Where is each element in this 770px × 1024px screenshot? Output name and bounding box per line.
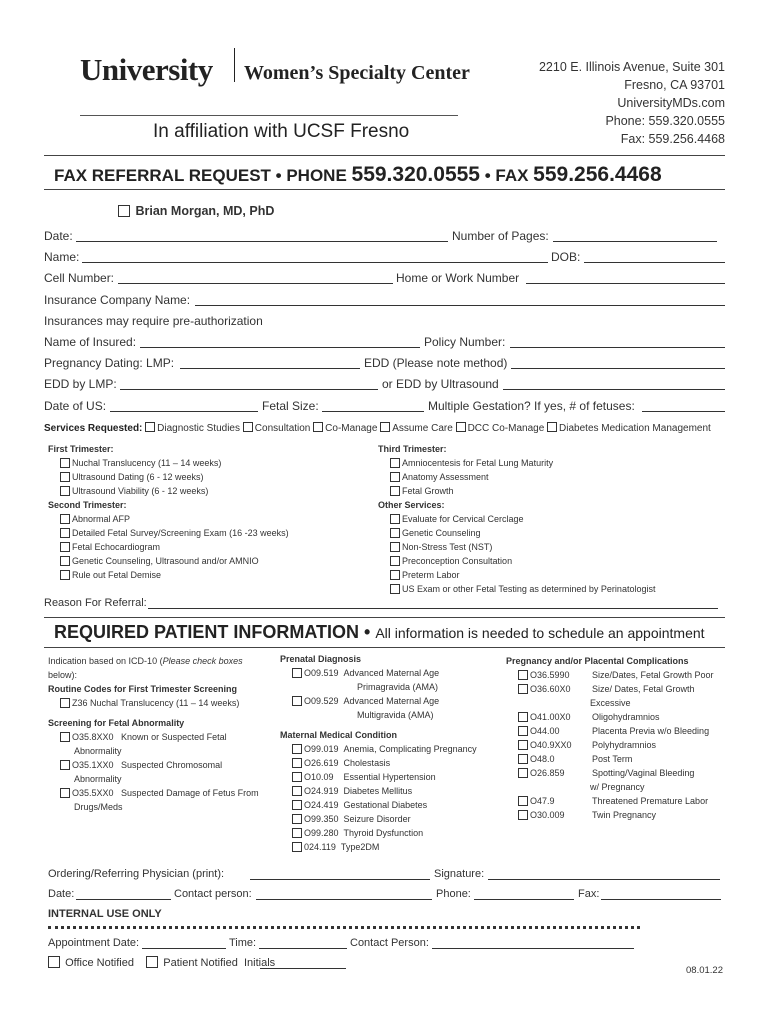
date-label: Date: xyxy=(44,229,73,243)
second-trimester-title: Second Trimester: xyxy=(48,500,127,510)
checkbox-item[interactable]: O99.280 Thyroid Dysfunction xyxy=(280,826,477,840)
phone-label: Phone: xyxy=(436,888,471,900)
initials-field[interactable] xyxy=(260,967,346,969)
checkbox[interactable] xyxy=(60,528,70,538)
checkbox[interactable] xyxy=(390,514,400,524)
item-cont: Abnormality xyxy=(74,746,122,756)
reason-field[interactable] xyxy=(148,607,718,609)
signature-label: Signature: xyxy=(434,868,485,880)
checkbox[interactable] xyxy=(292,758,302,768)
checkbox[interactable] xyxy=(292,744,302,754)
contact-label: Contact person: xyxy=(174,888,252,900)
checkbox-item[interactable]: Ultrasound Dating (6 - 12 weeks) xyxy=(60,470,289,484)
fax-field[interactable] xyxy=(601,898,721,900)
edd-lmp-field[interactable] xyxy=(120,388,378,390)
service-consultation[interactable]: Consultation xyxy=(243,423,311,434)
checkbox-item[interactable]: Evaluate for Cervical Cerclage xyxy=(390,512,655,526)
date-us-field[interactable] xyxy=(110,410,258,412)
checkbox[interactable] xyxy=(60,556,70,566)
checkbox-item[interactable]: Fetal Echocardiogram xyxy=(60,540,289,554)
fax-label: Fax: xyxy=(578,888,600,900)
service-dcc-comanage[interactable]: DCC Co-Manage xyxy=(456,423,545,434)
checkbox[interactable] xyxy=(60,698,70,708)
notified-row xyxy=(48,957,275,969)
checkbox-item[interactable]: Fetal Growth xyxy=(390,484,655,498)
checkbox-item[interactable]: Nuchal Translucency (11 – 14 weeks) xyxy=(60,456,289,470)
checkbox-item[interactable]: Ultrasound Viability (6 - 12 weeks) xyxy=(60,484,289,498)
footer-date-label: Date: xyxy=(48,888,75,900)
checkbox[interactable] xyxy=(292,786,302,796)
fetal-size-field[interactable] xyxy=(322,410,424,412)
checkbox[interactable] xyxy=(146,956,158,968)
required-rule-bottom xyxy=(44,647,725,648)
checkbox-item[interactable]: O99.350 Seizure Disorder xyxy=(280,812,477,826)
checkbox-item[interactable]: O41.00X0 Oligohydramnios xyxy=(506,710,714,724)
logo-rule xyxy=(80,115,458,116)
checkbox-item[interactable]: Abnormal AFP xyxy=(60,512,289,526)
address-line: 2210 E. Illinois Avenue, Suite 301 xyxy=(538,60,725,74)
trimester-left-column xyxy=(48,442,289,582)
pages-field[interactable] xyxy=(553,240,717,242)
contact2-field[interactable] xyxy=(432,947,634,949)
title-rule-top xyxy=(44,155,725,156)
footer-date-field[interactable] xyxy=(76,898,171,900)
checkbox[interactable] xyxy=(60,760,70,770)
checkbox-item[interactable]: Non-Stress Test (NST) xyxy=(390,540,655,554)
checkbox[interactable] xyxy=(292,800,302,810)
checkbox[interactable] xyxy=(518,796,528,806)
services-label: Services Requested: xyxy=(44,423,143,434)
checkbox[interactable] xyxy=(292,814,302,824)
item-cont: Abnormality xyxy=(74,774,122,784)
pages-label: Number of Pages: xyxy=(452,229,549,243)
checkbox[interactable] xyxy=(518,754,528,764)
item-cont: Excessive xyxy=(590,698,631,708)
service-comanage[interactable]: Co-Manage xyxy=(313,423,377,434)
checkbox[interactable] xyxy=(547,422,557,432)
preauth-note: Insurances may require pre-authorization xyxy=(44,314,263,328)
title-part: • FAX xyxy=(479,166,534,185)
placental-title: Pregnancy and/or Placental Complications xyxy=(506,656,689,666)
checkbox[interactable] xyxy=(243,422,253,432)
icd-intro: Indication based on ICD-10 (Please check boxes xyxy=(48,656,243,666)
checkbox-item[interactable]: Amniocentesis for Fetal Lung Maturity xyxy=(390,456,655,470)
maternal-title: Maternal Medical Condition xyxy=(280,730,398,740)
checkbox-item[interactable]: O35.8XX0 Known or Suspected Fetal xyxy=(48,730,278,744)
multiple-field[interactable] xyxy=(642,410,725,412)
item-cont: Multigravida (AMA) xyxy=(357,710,434,720)
fax-referral-title xyxy=(54,163,662,187)
checkbox[interactable] xyxy=(48,956,60,968)
checkbox[interactable] xyxy=(390,542,400,552)
item-cont: Primagravida (AMA) xyxy=(357,682,439,692)
time-label: Time: xyxy=(229,937,257,949)
dob-field[interactable] xyxy=(584,261,725,263)
prenatal-column xyxy=(280,652,477,854)
screening-title: Screening for Fetal Abnormality xyxy=(48,718,185,728)
insured-label: Name of Insured: xyxy=(44,335,137,349)
insurance-field[interactable] xyxy=(195,304,725,306)
ordering-label: Ordering/Referring Physician (print): xyxy=(48,868,225,880)
checkbox-item[interactable]: O44.00 Placenta Previa w/o Bleeding xyxy=(506,724,714,738)
checkbox-item[interactable]: Z36 Nuchal Translucency (11 – 14 weeks) xyxy=(48,696,278,710)
checkbox-item[interactable]: Preterm Labor xyxy=(390,568,655,582)
contact2-label: Contact Person: xyxy=(350,937,429,949)
checkbox[interactable] xyxy=(60,788,70,798)
edd-lmp-label: EDD by LMP: xyxy=(44,377,117,391)
physician-checkbox[interactable] xyxy=(118,205,130,217)
title-fax: 559.256.4468 xyxy=(533,163,662,186)
icd-intro-cont: below): xyxy=(48,670,78,680)
edd-us-field[interactable] xyxy=(503,388,725,390)
checkbox-item[interactable]: O36.60X0 Size/ Dates, Fetal Growth xyxy=(506,682,714,696)
edd-method-label: EDD (Please note method) xyxy=(364,356,508,370)
dotted-divider xyxy=(48,926,640,929)
checkbox-item[interactable]: Genetic Counseling, Ultrasound and/or AMNIO xyxy=(60,554,289,568)
required-info-title xyxy=(54,622,705,643)
address-line: Fresno, CA 93701 xyxy=(624,78,725,92)
checkbox[interactable] xyxy=(60,570,70,580)
checkbox-item[interactable]: 024.119 Type2DM xyxy=(280,840,477,854)
checkbox-item[interactable]: O48.0 Post Term xyxy=(506,752,714,766)
logo-university: University xyxy=(80,52,213,87)
checkbox[interactable] xyxy=(518,726,528,736)
logo-womens-specialty-center: Women’s Specialty Center xyxy=(244,62,470,84)
third-trimester-list xyxy=(378,456,655,498)
checkbox-item[interactable]: US Exam or other Fetal Testing as determined by Perinatologist xyxy=(390,582,655,596)
cell-field[interactable] xyxy=(118,282,393,284)
date-us-label: Date of US: xyxy=(44,399,107,413)
trimester-right-column xyxy=(378,442,655,596)
insurance-label: Insurance Company Name: xyxy=(44,293,191,307)
appt-date-field[interactable] xyxy=(142,947,226,949)
checkbox-item[interactable]: Preconception Consultation xyxy=(390,554,655,568)
checkbox[interactable] xyxy=(390,472,400,482)
checkbox-item[interactable]: O26.619 Cholestasis xyxy=(280,756,477,770)
other-services-list xyxy=(378,512,655,596)
insured-field[interactable] xyxy=(140,346,420,348)
checkbox[interactable] xyxy=(390,458,400,468)
physician-name: Brian Morgan, MD, PhD xyxy=(135,204,275,218)
item-cont: Drugs/Meds xyxy=(74,802,123,812)
ordering-field[interactable] xyxy=(250,878,430,880)
dob-label: DOB: xyxy=(551,250,581,264)
checkbox[interactable] xyxy=(380,422,390,432)
checkbox-item[interactable]: O24.919 Diabetes Mellitus xyxy=(280,784,477,798)
cell-label: Cell Number: xyxy=(44,271,115,285)
checkbox[interactable] xyxy=(60,732,70,742)
checkbox[interactable] xyxy=(60,472,70,482)
first-trimester-title: First Trimester: xyxy=(48,444,114,454)
required-note: All information is needed to schedule an appointment xyxy=(375,625,705,641)
appt-date-label: Appointment Date: xyxy=(48,937,140,949)
name-label: Name: xyxy=(44,250,80,264)
office-notified[interactable]: Office Notified xyxy=(48,957,134,969)
checkbox-item[interactable]: Anatomy Assessment xyxy=(390,470,655,484)
checkbox[interactable] xyxy=(292,828,302,838)
checkbox-item[interactable]: O36.5990 Size/Dates, Fetal Growth Poor xyxy=(506,668,714,682)
checkbox-item[interactable]: Rule out Fetal Demise xyxy=(60,568,289,582)
checkbox-item[interactable]: O24.419 Gestational Diabetes xyxy=(280,798,477,812)
checkbox-item[interactable]: O30.009 Twin Pregnancy xyxy=(506,808,714,822)
second-trimester-list xyxy=(48,512,289,582)
checkbox-item[interactable]: O09.519 Advanced Maternal Age xyxy=(280,666,477,680)
checkbox[interactable] xyxy=(390,528,400,538)
first-trimester-list xyxy=(48,456,289,498)
checkbox-item[interactable]: O47.9 Threatened Premature Labor xyxy=(506,794,714,808)
checkbox[interactable] xyxy=(518,768,528,778)
checkbox[interactable] xyxy=(456,422,466,432)
item-cont: w/ Pregnancy xyxy=(590,782,645,792)
form-version: 08.01.22 xyxy=(686,965,723,976)
service-diabetes-mgmt[interactable]: Diabetes Medication Management xyxy=(547,423,711,434)
checkbox[interactable] xyxy=(390,570,400,580)
website-line: UniversityMDs.com xyxy=(617,96,725,110)
placental-column xyxy=(506,654,714,822)
title-part: FAX REFERRAL REQUEST • PHONE xyxy=(54,166,352,185)
checkbox[interactable] xyxy=(60,458,70,468)
signature-field[interactable] xyxy=(488,878,720,880)
icd-left-column xyxy=(48,654,278,814)
phone-field[interactable] xyxy=(474,898,574,900)
required-bullet: • xyxy=(359,622,376,642)
checkbox-item[interactable]: O99.019 Anemia, Complicating Pregnancy xyxy=(280,742,477,756)
checkbox[interactable] xyxy=(518,670,528,680)
patient-notified[interactable]: Patient Notified xyxy=(146,957,238,969)
required-title-text: REQUIRED PATIENT INFORMATION xyxy=(54,622,359,642)
lmp-label: Pregnancy Dating: LMP: xyxy=(44,356,175,370)
checkbox[interactable] xyxy=(60,486,70,496)
checkbox-item[interactable]: Genetic Counseling xyxy=(390,526,655,540)
contact-field[interactable] xyxy=(256,898,432,900)
checkbox[interactable] xyxy=(390,486,400,496)
time-field[interactable] xyxy=(259,947,347,949)
prenatal-title: Prenatal Diagnosis xyxy=(280,654,362,664)
address-block xyxy=(539,58,725,148)
checkbox[interactable] xyxy=(390,584,400,594)
checkbox-item[interactable]: O10.09 Essential Hypertension xyxy=(280,770,477,784)
checkbox[interactable] xyxy=(60,542,70,552)
service-assume-care[interactable]: Assume Care xyxy=(380,423,453,434)
checkbox[interactable] xyxy=(518,684,528,694)
affiliation-text: In affiliation with UCSF Fresno xyxy=(153,121,410,142)
multiple-label: Multiple Gestation? If yes, # of fetuses: xyxy=(428,399,635,413)
fax-line: Fax: 559.256.4468 xyxy=(620,132,725,146)
third-trimester-title: Third Trimester: xyxy=(378,444,447,454)
required-rule-top xyxy=(44,617,725,618)
checkbox-item[interactable]: O40.9XX0 Polyhydramnios xyxy=(506,738,714,752)
initials-label: Initials xyxy=(243,957,276,969)
checkbox[interactable] xyxy=(518,740,528,750)
reason-label: Reason For Referral: xyxy=(44,597,147,609)
checkbox[interactable] xyxy=(292,772,302,782)
checkbox[interactable] xyxy=(518,712,528,722)
phone-line: Phone: 559.320.0555 xyxy=(605,114,725,128)
checkbox[interactable] xyxy=(292,842,302,852)
checkbox[interactable] xyxy=(313,422,323,432)
policy-label: Policy Number: xyxy=(424,335,506,349)
policy-field[interactable] xyxy=(510,346,725,348)
services-row xyxy=(44,423,711,434)
checkbox-item[interactable]: O35.5XX0 Suspected Damage of Fetus From xyxy=(48,786,278,800)
edd-us-label: or EDD by Ultrasound xyxy=(382,377,499,391)
checkbox[interactable] xyxy=(518,810,528,820)
checkbox[interactable] xyxy=(292,668,302,678)
other-services-title: Other Services: xyxy=(378,500,445,510)
routine-codes-title: Routine Codes for First Trimester Screening xyxy=(48,684,238,694)
checkbox[interactable] xyxy=(145,422,155,432)
fetal-size-label: Fetal Size: xyxy=(262,399,319,413)
checkbox-item[interactable]: Detailed Fetal Survey/Screening Exam (16 -23 weeks) xyxy=(60,526,289,540)
checkbox[interactable] xyxy=(390,556,400,566)
checkbox[interactable] xyxy=(292,696,302,706)
name-field[interactable] xyxy=(82,261,548,263)
title-rule-bottom xyxy=(44,189,725,190)
service-diagnostic[interactable]: Diagnostic Studies xyxy=(145,423,240,434)
home-field[interactable] xyxy=(526,282,725,284)
date-field[interactable] xyxy=(76,240,448,242)
logo-divider xyxy=(234,48,235,82)
lmp-field[interactable] xyxy=(180,367,360,369)
checkbox[interactable] xyxy=(60,514,70,524)
checkbox-item[interactable]: O09.529 Advanced Maternal Age xyxy=(280,694,477,708)
home-label: Home or Work Number xyxy=(396,271,520,285)
checkbox-item[interactable]: O35.1XX0 Suspected Chromosomal xyxy=(48,758,278,772)
checkbox-item[interactable]: O26.859 Spotting/Vaginal Bleeding xyxy=(506,766,714,780)
edd-method-field[interactable] xyxy=(511,367,725,369)
physician-option[interactable] xyxy=(118,204,274,218)
title-phone: 559.320.0555 xyxy=(351,163,480,186)
internal-use-label: INTERNAL USE ONLY xyxy=(48,908,162,920)
